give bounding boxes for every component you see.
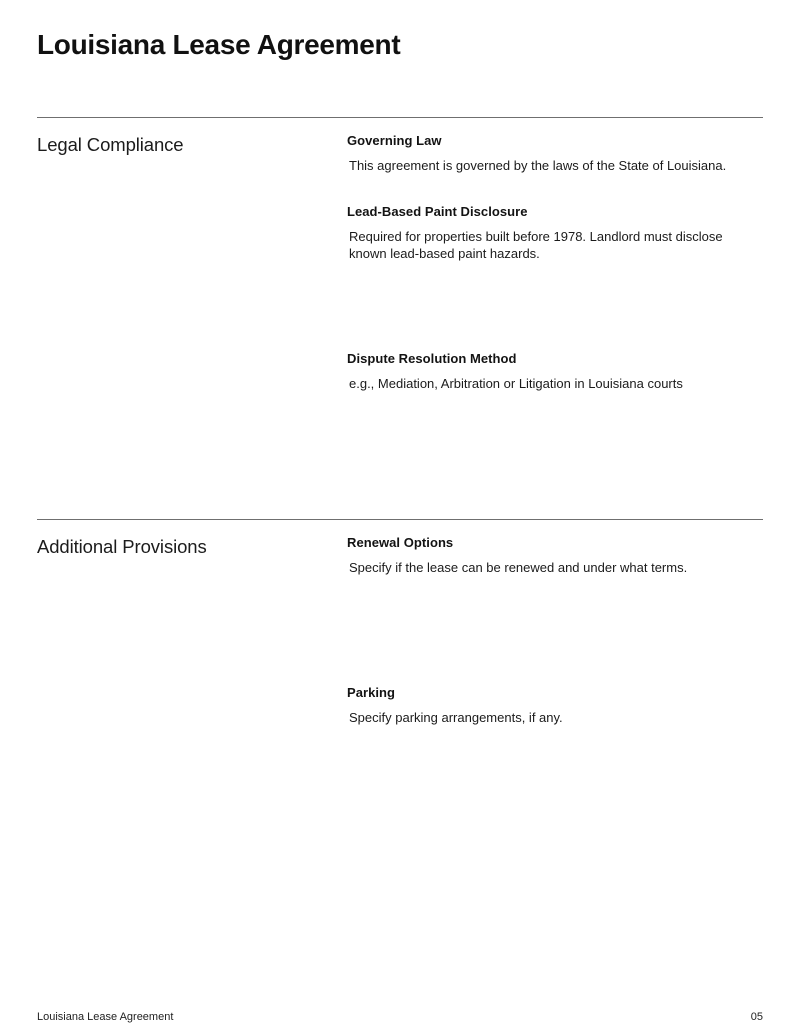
field-value-governing-law: This agreement is governed by the laws of the State of Louisiana. xyxy=(349,158,727,173)
field-governing-law xyxy=(347,133,763,174)
section-heading-additional-provisions: Additional Provisions xyxy=(37,536,207,557)
field-renewal-options xyxy=(347,535,763,576)
field-value-lead-based-paint-disclosure: Required for properties built before 1978. Landlord must disclose known lead-based paint hazards. xyxy=(349,229,723,261)
field-value-renewal-options: Specify if the lease can be renewed and under what terms. xyxy=(349,560,688,575)
field-lead-based-paint-disclosure xyxy=(347,204,763,262)
section-legal-compliance xyxy=(37,117,763,519)
footer-document-title: Louisiana Lease Agreement xyxy=(37,1011,174,1023)
section-heading-column xyxy=(37,535,347,558)
field-parking xyxy=(347,685,763,726)
page-title: Louisiana Lease Agreement xyxy=(37,29,401,60)
field-label-dispute-resolution-method: Dispute Resolution Method xyxy=(347,351,517,366)
field-label-lead-based-paint-disclosure: Lead-Based Paint Disclosure xyxy=(347,204,528,219)
field-value-dispute-resolution-method: e.g., Mediation, Arbitration or Litigation in Louisiana courts xyxy=(349,376,683,391)
field-dispute-resolution-method xyxy=(347,351,763,392)
field-value-parking: Specify parking arrangements, if any. xyxy=(349,710,563,725)
section-fields-column xyxy=(347,133,763,519)
page-footer xyxy=(37,1010,763,1024)
section-heading-legal-compliance: Legal Compliance xyxy=(37,134,184,155)
field-label-parking: Parking xyxy=(347,685,396,700)
footer-page-number: 05 xyxy=(750,1011,763,1023)
field-label-governing-law: Governing Law xyxy=(347,133,442,148)
section-additional-provisions xyxy=(37,519,763,726)
section-heading-column xyxy=(37,133,347,156)
field-label-renewal-options: Renewal Options xyxy=(347,535,454,550)
page-content xyxy=(0,28,800,726)
section-fields-column xyxy=(347,535,763,726)
